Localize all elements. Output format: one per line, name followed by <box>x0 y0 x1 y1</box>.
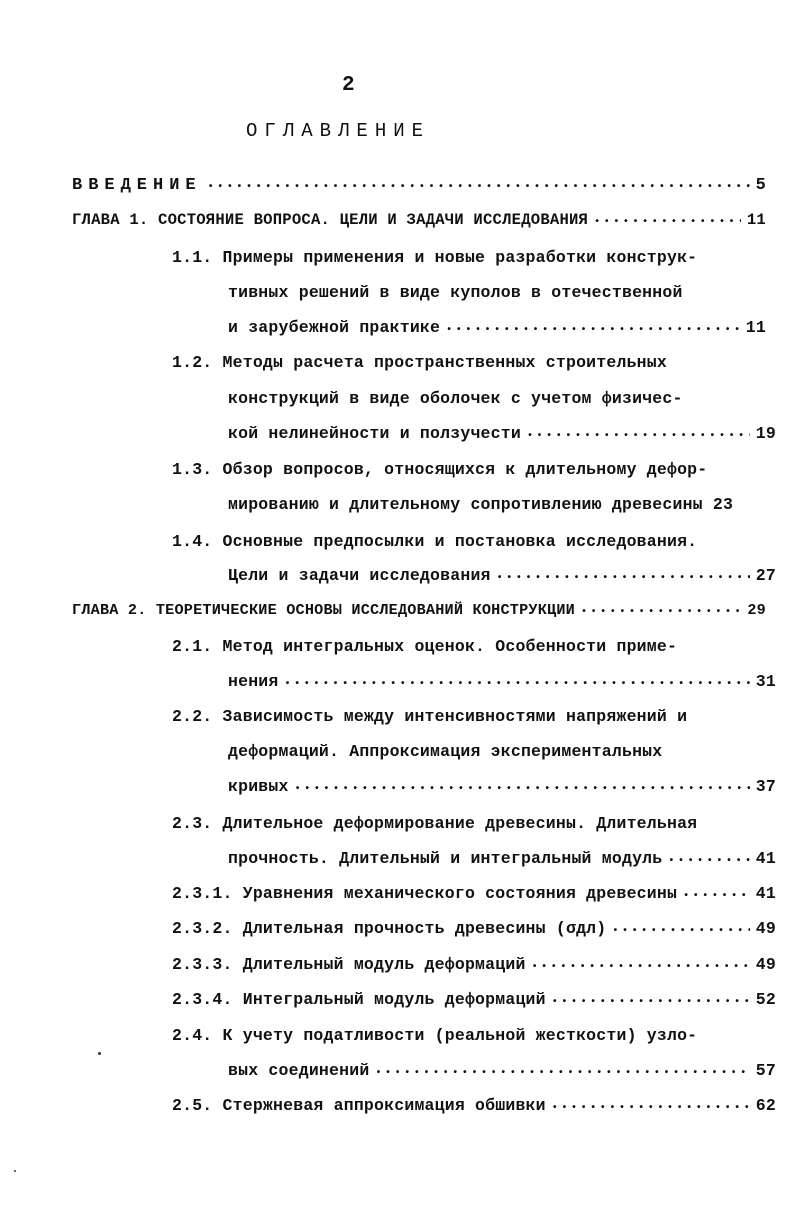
toc-entry-2-3-3 <box>172 953 776 980</box>
toc-entry-2-3-1 <box>172 882 776 909</box>
leader-dots <box>208 176 750 200</box>
page-number: 2 <box>342 74 355 97</box>
toc-entry-page: 57 <box>755 1061 776 1080</box>
toc-entry-page: 5 <box>755 176 766 195</box>
toc-entry-2-2-line-3 <box>228 775 776 802</box>
toc-entry-text: прочность. Длительный и интегральный модуль <box>228 849 663 868</box>
toc-entry-2-2-line-1: 2.2. Зависимость между интенсивностями напряжений и <box>172 707 688 726</box>
toc-entry-text: 2.5. Стержневая аппроксимация обшивки <box>172 1096 546 1115</box>
leader-dots <box>375 1062 749 1086</box>
leader-dots <box>552 991 750 1015</box>
toc-entry-page: 41 <box>755 849 776 868</box>
leader-dots <box>285 673 750 697</box>
toc-entry-page: 11 <box>746 211 766 229</box>
toc-entry-page: 49 <box>755 919 776 938</box>
toc-entry-1-3-line-2: мированию и длительному сопротивлению древесины 23 <box>228 495 734 514</box>
toc-entry-text: ГЛАВА 2. ТЕОРЕТИЧЕСКИЕ ОСНОВЫ ИССЛЕДОВАНИЙ КОНСТРУКЦИИ <box>72 601 575 619</box>
leader-dots <box>497 567 750 591</box>
toc-entry-introduction <box>72 174 766 200</box>
toc-entry-1-1-line-3 <box>228 316 766 343</box>
toc-entry-chapter-1 <box>72 208 766 235</box>
toc-entry-2-2-line-2: деформаций. Аппроксимация экспериментальных <box>228 742 663 761</box>
toc-entry-text: ВВЕДЕНИЕ <box>72 176 202 195</box>
toc-entry-1-2-line-2: конструкций в виде оболочек с учетом физичес- <box>228 389 683 408</box>
toc-entry-text: кой нелинейности и ползучести <box>228 424 521 443</box>
scan-speck <box>98 1052 101 1055</box>
leader-dots <box>295 778 750 802</box>
toc-entry-2-3-4 <box>172 988 776 1015</box>
toc-entry-1-1-line-2: тивных решений в виде куполов в отечественной <box>228 283 683 302</box>
toc-entry-page: 52 <box>755 990 776 1009</box>
toc-entry-page: 27 <box>755 566 776 585</box>
toc-entry-text: 2.3.1. Уравнения механического состояния древесины <box>172 884 678 903</box>
leader-dots <box>683 885 750 909</box>
toc-entry-text: кривых <box>228 777 289 796</box>
toc-entry-text: Цели и задачи исследования <box>228 566 491 585</box>
toc-entry-page: 19 <box>755 424 776 443</box>
toc-entry-page: 49 <box>755 955 776 974</box>
leader-dots <box>532 956 750 980</box>
leader-dots <box>446 319 740 343</box>
leader-dots <box>668 850 749 874</box>
leader-dots <box>581 601 741 625</box>
leader-dots <box>552 1097 750 1121</box>
toc-entry-2-4-line-2 <box>228 1059 776 1086</box>
toc-entry-2-3-line-2 <box>228 847 776 874</box>
toc-entry-1-4-line-2 <box>228 564 776 591</box>
scan-speck <box>14 1170 16 1172</box>
toc-entry-page: 62 <box>755 1096 776 1115</box>
toc-entry-page: 41 <box>755 884 776 903</box>
toc-entry-text: нения <box>228 672 279 691</box>
toc-entry-2-4-line-1: 2.4. К учету податливости (реальной жесткости) узло- <box>172 1026 698 1045</box>
toc-title: ОГЛАВЛЕНИЕ <box>246 120 431 142</box>
toc-entry-text: 2.3.4. Интегральный модуль деформаций <box>172 990 546 1009</box>
toc-entry-text: и зарубежной практике <box>228 318 441 337</box>
toc-entry-page: 11 <box>745 318 766 337</box>
toc-entry-1-3-line-1: 1.3. Обзор вопросов, относящихся к длительному дефор- <box>172 460 708 479</box>
toc-entry-1-2-line-1: 1.2. Методы расчета пространственных строительных <box>172 353 667 372</box>
toc-entry-2-1-line-2 <box>228 670 776 697</box>
toc-entry-page: 31 <box>755 672 776 691</box>
toc-entry-1-2-line-3 <box>228 422 776 449</box>
toc-entry-text: 2.3.2. Длительная прочность древесины (σдл) <box>172 919 607 938</box>
toc-entry-text: 2.3.3. Длительный модуль деформаций <box>172 955 526 974</box>
toc-entry-page: 29 <box>747 601 766 619</box>
leader-dots <box>594 211 741 235</box>
toc-entry-chapter-2 <box>72 598 766 625</box>
toc-entry-1-1-line-1: 1.1. Примеры применения и новые разработки конструк- <box>172 248 698 267</box>
toc-entry-2-1-line-1: 2.1. Метод интегральных оценок. Особенности приме- <box>172 637 678 656</box>
toc-entry-2-3-2 <box>172 917 776 944</box>
toc-entry-text: ГЛАВА 1. СОСТОЯНИЕ ВОПРОСА. ЦЕЛИ И ЗАДАЧИ ИССЛЕДОВАНИЯ <box>72 211 589 229</box>
toc-entry-2-5 <box>172 1094 776 1121</box>
toc-entry-page: 37 <box>755 777 776 796</box>
toc-entry-1-4-line-1: 1.4. Основные предпосылки и постановка исследования. <box>172 532 698 551</box>
toc-entry-2-3-line-1: 2.3. Длительное деформирование древесины. Длительная <box>172 814 698 833</box>
toc-entry-text: вых соединений <box>228 1061 370 1080</box>
leader-dots <box>612 920 749 944</box>
leader-dots <box>527 425 750 449</box>
